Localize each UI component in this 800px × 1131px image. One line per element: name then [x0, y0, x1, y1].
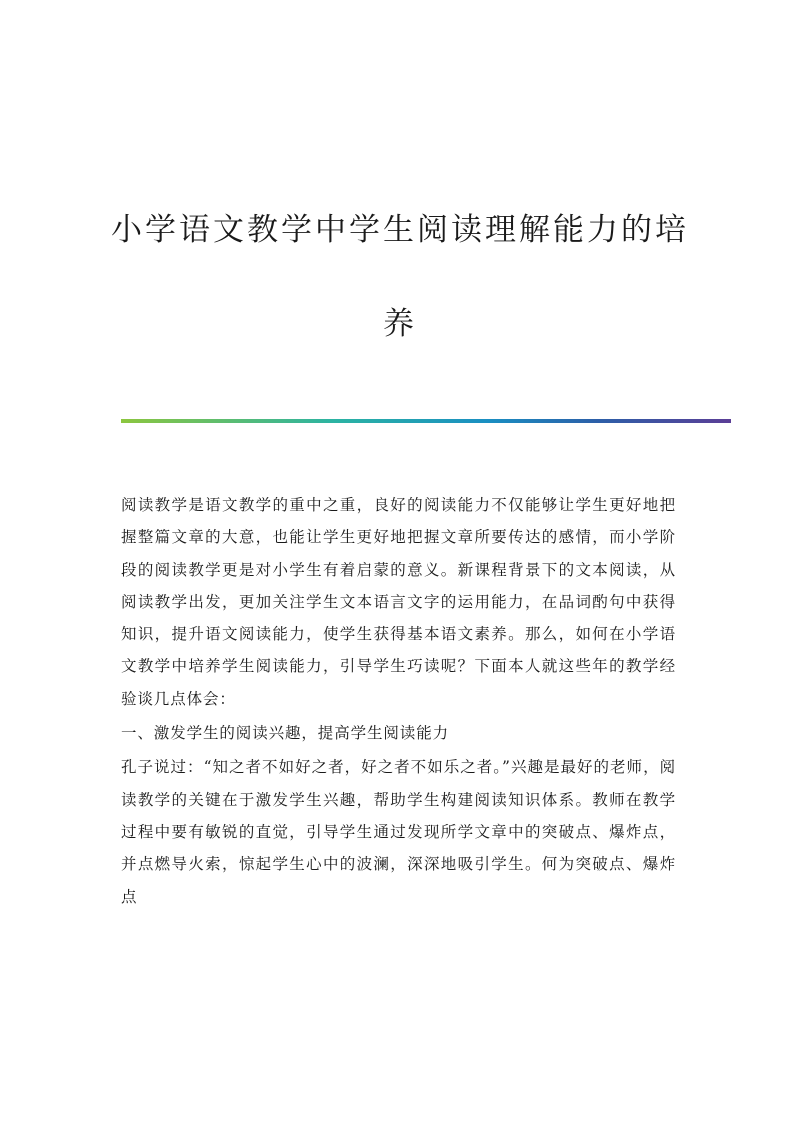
document-title: 小学语文教学中学生阅读理解能力的培养: [111, 212, 689, 342]
intro-paragraph: 阅读教学是语文教学的重中之重，良好的阅读能力不仅能够让学生更好地把握整篇文章的大意，也能让学生更好地把握文章所要传达的感情，而小学阶段的阅读教学更是对小学生有着启蒙的意义。新课程背景下的文本阅读，从阅读教学出发，更加关注学生文本语言文字的运用能力，在品词酌句中获得知识，提升语文阅读能力，使学生获得基本语文素养。那么，如何在小学语文教学中培养学生阅读能力，引导学生巧读呢？下面本人就这些年的教学经验谈几点体会：: [121, 496, 676, 708]
section-heading: 一、激发学生的阅读兴趣，提高学生阅读能力: [121, 724, 450, 743]
title-divider: [121, 419, 731, 423]
body-paragraph: 孔子说过：“知之者不如好之者，好之者不如乐之者。”兴趣是最好的老师，阅读教学的关键在于激发学生兴趣，帮助学生构建阅读知识体系。教师在教学过程中要有敏锐的直觉，引导学生通过发现所学文章中的突破点、爆炸点，并点燃导火索，惊起学生心中的波澜，深深地吸引学生。何为突破点、爆炸点: [121, 758, 676, 906]
document-body: [121, 489, 676, 915]
